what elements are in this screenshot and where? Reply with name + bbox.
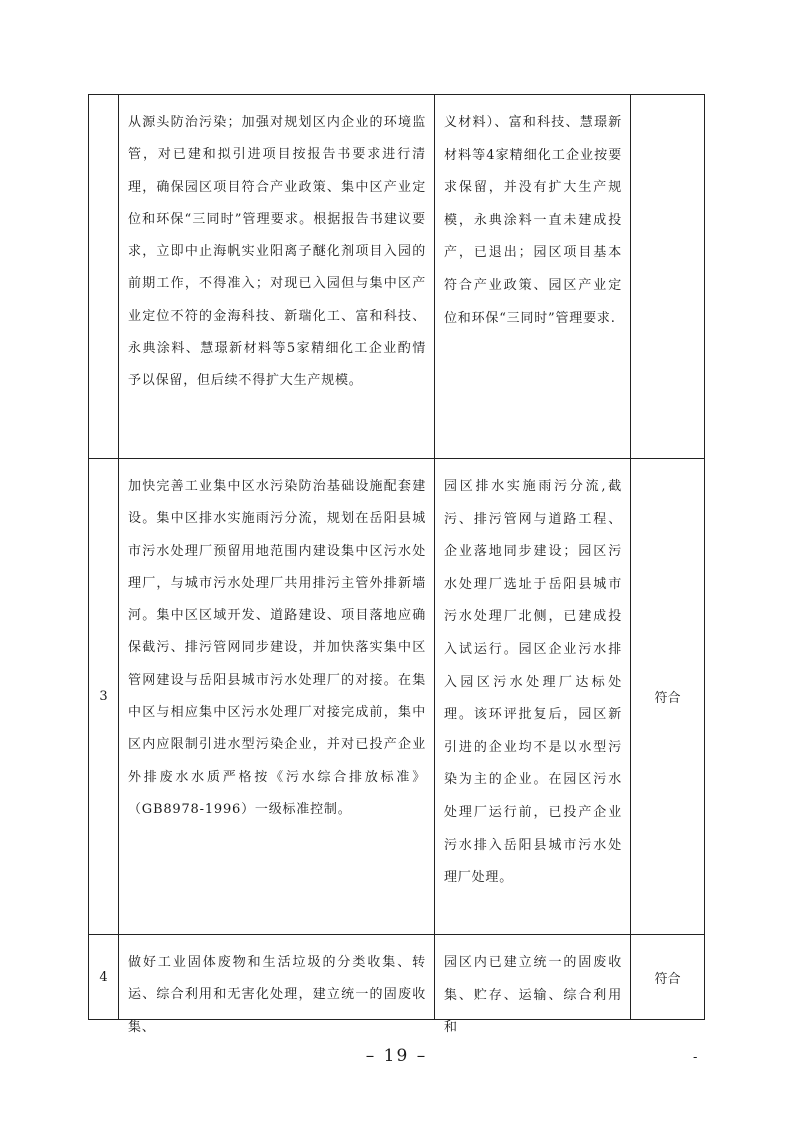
implementation-status-text: 园区排水实施雨污分流,截污、排污管网与道路工程、企业落地同步建设；园区污水处理厂选址于岳阳县城市污水处理厂北侧，已建成投入试运行。园区企业污水排入园区污水处理厂达标处理。该环评批复后，园区新引进的企业均不是以水型污染为主的企业。在园区污水处理厂运行前，已投产企业污水排入岳阳县城市污水处理厂处理。 xyxy=(444,479,622,886)
row-number-cell: 4 xyxy=(89,935,119,1020)
table-row xyxy=(89,95,705,459)
corner-mark: - xyxy=(693,1050,698,1065)
implementation-status-text: 义材料）、富和科技、慧璟新材料等4家精细化工企业按要求保留，并没有扩大生产规模，永典涂料一直未建成投产，已退出；园区项目基本符合产业政策、园区产业定位和环保“三同时”管理要求. xyxy=(444,115,622,326)
row-number-cell xyxy=(89,95,119,459)
compliance-result-cell xyxy=(631,95,705,459)
row-number-cell: 3 xyxy=(89,459,119,935)
requirement-text: 加快完善工业集中区水污染防治基础设施配套建设。集中区排水实施雨污分流，规划在岳阳县城市污水处理厂预留用地范围内建设集中区污水处理厂，与城市污水处理厂共用排污主管外排新墙河。集中区区域开发、道路建设、项目落地应确保截污、排污管网同步建设，并加快落实集中区管网建设与岳阳县城市污水处理厂的对接。在集中区与相应集中区污水处理厂对接完成前，集中区内应限制引进水型污染企业，并对已投产企业外排废水水质严格按《污水综合排放标准》（GB8978-1996）一级标准控制。 xyxy=(128,479,426,817)
requirement-text: 做好工业固体废物和生活垃圾的分类收集、转运、综合利用和无害化处理，建立统一的固废收集、 xyxy=(128,955,426,1035)
requirement-cell xyxy=(119,95,435,459)
table-row xyxy=(89,459,705,935)
implementation-status-text: 园区内已建立统一的固废收集、贮存、运输、综合利用和 xyxy=(444,955,622,1036)
implementation-status-cell xyxy=(435,459,631,935)
page-number: – 19 – xyxy=(365,1046,428,1066)
table-row xyxy=(89,935,705,1020)
compliance-result-cell: 符合 xyxy=(631,459,705,935)
compliance-table xyxy=(88,94,705,1036)
requirement-text: 从源头防治污染；加强对规划区内企业的环境监管，对已建和拟引进项目按报告书要求进行清理，确保园区项目符合产业政策、集中区产业定位和环保“三同时”管理要求。根据报告书建议要求，立即中止海帆实业阳离子醚化剂项目入园的前期工作，不得准入；对现已入园但与集中区产业定位不符的金海科技、新瑞化工、富和科技、永典涂料、慧璟新材料等5家精细化工企业酌情予以保留，但后续不得扩大生产规模。 xyxy=(128,115,426,389)
compliance-result-cell: 符合 xyxy=(631,935,705,1020)
requirement-cell xyxy=(119,935,435,1035)
requirement-cell xyxy=(119,459,435,935)
implementation-status-cell xyxy=(435,935,631,1036)
implementation-status-cell xyxy=(435,95,631,459)
